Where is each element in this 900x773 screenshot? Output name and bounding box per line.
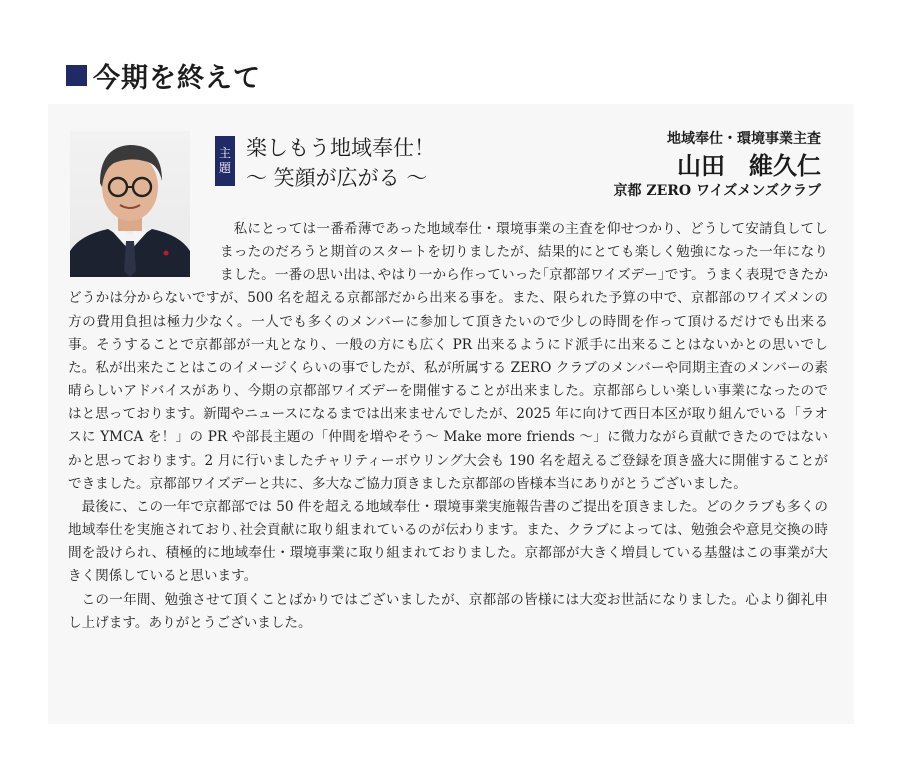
paragraph: この一年間、勉強させて頂くことばかりではございましたが、京都部の皆様には大変お世話になりました。心より御礼申し上げます。ありがとうございました。	[68, 591, 828, 631]
article-body	[68, 218, 828, 635]
title-square-icon	[66, 65, 87, 86]
photo-spacer	[68, 218, 220, 287]
section-title	[66, 56, 261, 95]
section-title-text: 今期を終えて	[93, 63, 261, 94]
theme-title: 楽しもう地域奉仕！	[246, 136, 435, 160]
theme-tag	[215, 136, 235, 186]
author-club: 京都 ZERO ワイズメンズクラブ	[613, 183, 821, 199]
theme-tag-char: 題	[218, 161, 231, 175]
theme-tag-char: 主	[218, 146, 231, 160]
author-role: 地域奉仕・環境事業主査	[667, 131, 821, 147]
author-name: 山田 維久仁	[677, 151, 821, 180]
paragraph: 最後に、この一年で京都部では 50 件を超える地域奉仕・環境事業実施報告書のご提出を頂きました。どのクラブも多くの地域奉仕を実施されており､社会貢献に取り組まれているのが伝わります。また、クラブによっては、勉強会や意見交換の時間を設けられ、積極的に地域奉仕・環境事業に取り組まれておりました。京都部が大きく増員している基盤はこの事業が大きく関係していると思います。	[68, 498, 828, 585]
paragraph: 私にとっては一番希薄であった地域奉仕・環境事業の主査を仰せつかり、どうして安請負してしまったのだろうと期首のスタートを切りましたが、結果的にとても楽しく勉強になった一年になりました。一番の思い出は､やはり一から作っていった｢京都部ワイズデー｣です。うまく表現できたかどうかは分からないですが、500 名を超える京都部だから出来る事を。また、限られた予算の中で、京都部のワイズメンの方の費用負担は極力少なく。一人でも多くのメンバーに参加して頂きたいので少しの時間を作って頂けるだけでも出来る事。そうすることで京都部が一丸となり、一般の方にも広く PR 出来るようにド派手に出来ることはないかとの思いでした。私が出来たことはこのイメージくらいの事でしたが、私が所属する ZERO クラブのメンバーや同期主査のメンバーの素晴らしいアドバイスがあり、今期の京都部ワイズデーを開催することが出来ました。京都部らしい楽しい事業になったのではと思っております。新聞やニュースになるまでは出来ませんでしたが、2025 年に向けて西日本区が取り組んでいる「ラオスに YMCA を！」の PR や部長主題の「仲間を増やそう〜 Make more friends 〜」に微力ながら貢献できたのではないかと思っております。2 月に行いましたチャリティーボウリング大会も 190 名を超えるご登録を頂き盛大に開催することができました。京都部ワイズデーと共に、多大なご協力頂きました京都部の皆様本当にありがとうございました。	[68, 221, 828, 492]
theme-subtitle: 〜 笑顔が広がる 〜	[246, 166, 428, 190]
